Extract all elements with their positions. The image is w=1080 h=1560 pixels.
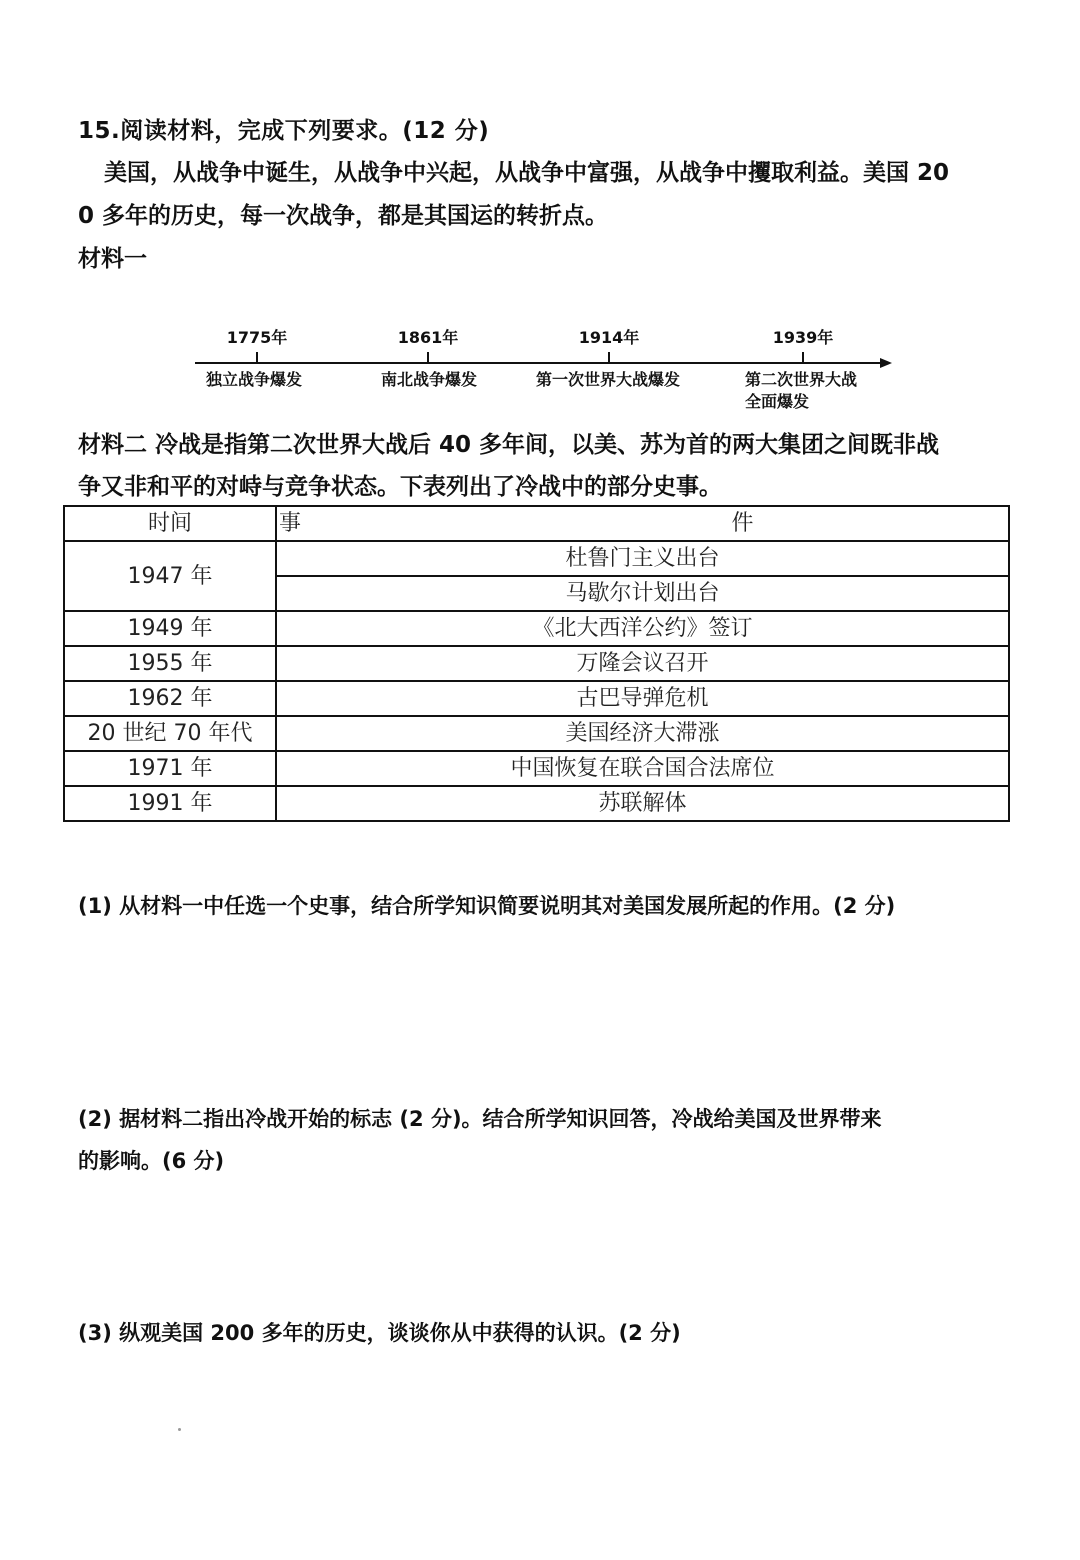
question-intro [78, 152, 1018, 238]
timeline-year: 1939年 [772, 328, 834, 347]
row-time: 1955 年 [64, 646, 276, 681]
row-event: 中国恢复在联合国合法席位 [276, 751, 1009, 786]
material-2-line-2: 争又非和平的对峙与竞争状态。下表列出了冷战中的部分史事。 [78, 474, 722, 500]
sub-question-3-text: (3) 纵观美国 200 多年的历史，谈谈你从中获得的认识。(2 分) [78, 1321, 681, 1345]
row-event: 杜鲁门主义出台 [276, 541, 1009, 576]
timeline-event: 南北战争爆发 [380, 370, 478, 389]
timeline [180, 316, 920, 426]
row-event: 苏联解体 [276, 786, 1009, 821]
table-row [64, 646, 1009, 681]
header-event [276, 506, 1009, 541]
intro-line-2: 0 多年的历史，每一次战争，都是其国运的转折点。 [78, 203, 609, 229]
material-2-line-1: 材料二 冷战是指第二次世界大战后 40 多年间，以美、苏为首的两大集团之间既非战 [78, 432, 940, 458]
intro-line-1: 美国，从战争中诞生，从战争中兴起，从战争中富强，从战争中攫取利益。美国 20 [104, 160, 950, 186]
scan-speck [178, 1428, 181, 1431]
sub-question-2-line-2: 的影响。(6 分) [78, 1149, 225, 1173]
row-event: 万隆会议召开 [276, 646, 1009, 681]
timeline-event: 第一次世界大战爆发 [535, 370, 681, 389]
header-time: 时间 [64, 506, 276, 541]
sub-question-2 [78, 1098, 1018, 1182]
row-time: 1949 年 [64, 611, 276, 646]
table-row [64, 611, 1009, 646]
row-event: 马歇尔计划出台 [276, 576, 1009, 611]
row-time: 1947 年 [64, 541, 276, 611]
sub-question-1 [78, 885, 1018, 927]
row-time: 1971 年 [64, 751, 276, 786]
header-event-char-2: 件 [731, 511, 754, 536]
row-time: 20 世纪 70 年代 [64, 716, 276, 751]
table-header-row [64, 506, 1009, 541]
timeline-arrow-icon [880, 358, 892, 368]
question-title: 15.阅读材料，完成下列要求。(12 分) [78, 118, 490, 144]
table-row [64, 716, 1009, 751]
timeline-event: 独立战争爆发 [205, 370, 303, 389]
table-row [64, 751, 1009, 786]
row-event: 《北大西洋公约》签订 [276, 611, 1009, 646]
row-time: 1962 年 [64, 681, 276, 716]
sub-question-3 [78, 1312, 1018, 1354]
row-time: 1991 年 [64, 786, 276, 821]
material-2-text [78, 424, 1018, 508]
table-row [64, 681, 1009, 716]
timeline-event [745, 369, 857, 413]
timeline-year: 1861年 [397, 328, 459, 347]
header-event-char-1: 事 [279, 511, 302, 536]
sub-question-2-line-1: (2) 据材料二指出冷战开始的标志 (2 分)。结合所学知识回答，冷战给美国及世界带来 [78, 1107, 882, 1131]
table-row [64, 786, 1009, 821]
cold-war-events-table [63, 505, 1010, 822]
timeline-event-line: 全面爆发 [744, 392, 810, 411]
timeline-year: 1775年 [226, 328, 288, 347]
table-row [64, 541, 1009, 576]
row-event: 古巴导弹危机 [276, 681, 1009, 716]
sub-question-1-text: (1) 从材料一中任选一个史事，结合所学知识简要说明其对美国发展所起的作用。(2 分) [78, 894, 896, 918]
material-1-label: 材料一 [78, 246, 147, 272]
timeline-event-line: 第二次世界大战 [744, 370, 858, 389]
timeline-year: 1914年 [578, 328, 640, 347]
row-event: 美国经济大滞涨 [276, 716, 1009, 751]
